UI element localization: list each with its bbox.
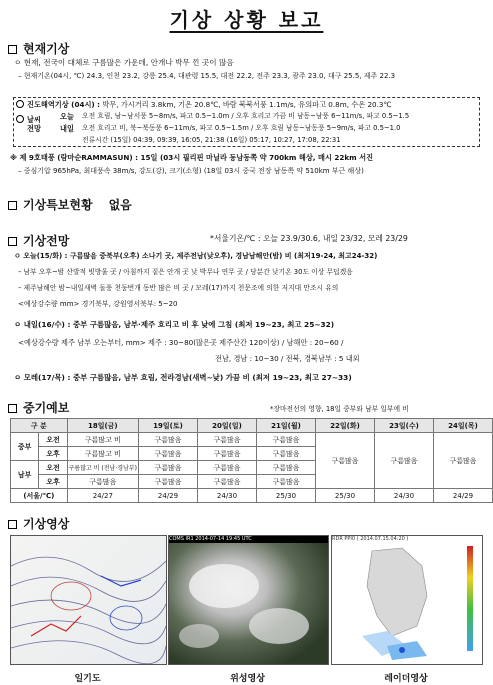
cloud-icon: [169, 536, 328, 664]
table-cell: 구름많음: [257, 447, 316, 461]
section-square-icon: [8, 201, 17, 210]
page-title: 기상 상황 보고: [169, 8, 324, 32]
section-square-icon: [8, 237, 17, 246]
table-row: [11, 489, 493, 503]
temp-cell: 24/29: [139, 489, 198, 503]
tide-text: 전류시간 (15일) 04:39, 09:39, 16:05, 21:38 (16일) 05:17, 10:27, 17:08, 22:31: [82, 136, 341, 144]
tomorrow-label: 날씨 전망: [27, 115, 41, 133]
current-line2: – 현재기온(04시, ℃) 24.3, 인천 23.2, 강릉 25.4, 대관령 15.5, 대전 22.2, 전주 23.3, 광주 23.0, 대구 25.5, 제주 22.3: [18, 72, 396, 80]
header-cell: 22일(화): [316, 419, 375, 433]
temp-cell: 24/29: [434, 489, 493, 503]
section-weekly-heading: 중기예보: [8, 399, 69, 416]
table-cell: 구름많음: [257, 475, 316, 489]
forecast-label: [16, 115, 27, 124]
header-cell: 20일(일): [198, 419, 257, 433]
table-cell: 구름많음: [198, 433, 257, 447]
bullet-icon: [16, 100, 24, 108]
typhoon-line1: ※ 제 9호태풍 (람마순RAMMASUN) : 15일 (03시 필리핀 마닐라 동남동쪽 약 700km 해상, 매시 22km 서진: [10, 153, 374, 162]
temp-cell: 24/27: [67, 489, 138, 503]
isobar-map-icon: [11, 536, 166, 664]
radar-image: [331, 535, 483, 665]
tomorrow-day-label: 내일: [60, 124, 74, 133]
period-cell: 오후: [39, 447, 67, 461]
section-square-icon: [8, 45, 17, 54]
table-header-row: [11, 419, 493, 433]
caption-weather-chart: 일기도: [74, 674, 101, 684]
temp-cell: 24/30: [198, 489, 257, 503]
table-cell: 구름많음: [434, 433, 493, 489]
header-cell: 24일(목): [434, 419, 493, 433]
today-line3: – 제주남해안 밤~내일새벽 돌풍 천둥번개 동반 많은 비 곳 / 모레(17)까지 천문조에 의한 저지대 만조시 유의: [18, 284, 339, 292]
satellite-image: [168, 535, 329, 665]
today-forecast: ㅇ 오늘(15/화) : 구름많음 중북부(오후) 소나기 곳, 제주전남(낮오후), 경남남해안(밤) 비 (최저19-24, 최고24-32): [14, 252, 378, 260]
typhoon-line2: – 중심기압 965hPa, 최대풍속 38m/s, 강도(강), 크기(소형) (18일 03시 중국 전장 남동쪽 약 510km 부근 해상): [18, 167, 364, 175]
table-cell: 구름많고 비: [67, 433, 138, 447]
weekly-note: *장마전선의 영향, 18일 중부와 남부 일부에 비: [270, 405, 409, 413]
table-cell: 구름많고 비 (전남·경남부): [67, 461, 138, 475]
caption-satellite: 위성영상: [230, 674, 265, 684]
seoul-temp: *서울기온/℃ : 오늘 23.9/30.6, 내일 23/32, 모레 23/29: [210, 234, 408, 243]
today-rain: <예상강수량 mm> 경기북부, 강원영서북부: 5~20: [18, 300, 178, 308]
period-cell: 오전: [39, 433, 67, 447]
temp-cell: 24/30: [375, 489, 434, 503]
satellite-header: COMS IR1 2014-07-14 19:45 UTC: [169, 536, 328, 543]
weather-chart-image: [10, 535, 167, 665]
table-cell: 구름많음: [139, 433, 198, 447]
tomorrow-text: 오전 흐리고 비, 북~북동풍 6~11m/s, 파고 0.5~1.5m / 오후 흐림 남동~남동풍 5~9m/s, 파고 0.5~1.0: [82, 124, 401, 132]
caption-radar: 레이더영상: [384, 674, 428, 684]
table-cell: 구름많음: [139, 475, 198, 489]
period-cell: 오전: [39, 461, 67, 475]
temp-label: (서울/℃): [11, 489, 68, 503]
region-cell: 중부: [11, 433, 39, 461]
table-cell: 구름많음: [375, 433, 434, 489]
period-cell: 오후: [39, 475, 67, 489]
morning-label: 오늘: [60, 112, 74, 121]
table-cell: 구름많음: [257, 461, 316, 475]
table-cell: 구름많음: [67, 475, 138, 489]
header-cell: 21일(월): [257, 419, 316, 433]
table-cell: 구름많음: [198, 475, 257, 489]
header-cell: 19일(토): [139, 419, 198, 433]
table-cell: 구름많음: [139, 461, 198, 475]
section-current-heading: 현재기상: [8, 40, 69, 57]
section-special-heading: 기상특보현황 없음: [8, 196, 132, 213]
table-cell: 구름많음: [316, 433, 375, 489]
header-cell: 23일(수): [375, 419, 434, 433]
temp-cell: 25/30: [257, 489, 316, 503]
table-cell: 구름많음: [139, 447, 198, 461]
header-cell: 구 분: [11, 419, 68, 433]
table-cell: 구름많음: [198, 447, 257, 461]
section-square-icon: [8, 404, 17, 413]
table-row: [11, 433, 493, 447]
bullet-icon: [16, 115, 24, 123]
dayafter-forecast: ㅇ 모레(17/목) : 중부 구름많음, 남부 흐림, 전라경남(새벽~낮) 가끔 비 (최저 19~23, 최고 27~33): [14, 373, 352, 382]
temp-cell: 25/30: [316, 489, 375, 503]
tomorrow-rain1: <예상강수량 제주 남부 오는부터, mm> 제주 : 30~80(많은곳 제주산간 120이상) / 남해안 : 20~60 /: [18, 338, 344, 347]
weekly-table: [10, 418, 493, 503]
current-line1: ㅇ 현재, 전국이 대체로 구름많은 가운데, 안개나 박무 낀 곳이 많음: [14, 58, 234, 67]
table-cell: 구름많음: [257, 433, 316, 447]
section-forecast-heading: 기상전망: [8, 232, 69, 249]
today-line2: – 남부 오후~밤 산발적 빗방울 곳 / 아침까지 짙은 안개 곳 낮 박무나 연무 곳 / 당분간 낮기온 30도 이상 무덥겠음: [18, 268, 353, 276]
section-square-icon: [8, 520, 17, 529]
radar-map-icon: [332, 536, 482, 664]
ocean-line: 진도해역기상 (04시) : 박무, 가시거리 3.8km, 기온 20.8℃, 바람 북북서풍 1.1m/s, 유의파고 0.8m, 수온 20.3℃: [16, 100, 392, 109]
table-cell: 구름많음: [198, 461, 257, 475]
tomorrow-forecast: ㅇ 내일(16/수) : 중부 구름많음, 남부·제주 흐리고 비 후 낮에 그침 (최저 19~23, 최고 25~32): [14, 320, 335, 329]
radar-header: RDR PPI0 ( 2014.07.15.04:20 ): [332, 536, 409, 542]
morning-text: 오전 흐림, 남~남서풍 5~8m/s, 파고 0.5~1.0m / 오후 흐리고 가끔 비 남동~남풍 6~11m/s, 파고 0.5~1.5: [82, 112, 410, 120]
tomorrow-rain2: 전남, 경남 : 10~30 / 전북, 경북남부 : 5 내외: [215, 354, 360, 363]
table-cell: 구름많고 비: [67, 447, 138, 461]
section-imagery-heading: 기상영상: [8, 515, 69, 532]
region-cell: 남부: [11, 461, 39, 489]
header-cell: 18일(금): [67, 419, 138, 433]
